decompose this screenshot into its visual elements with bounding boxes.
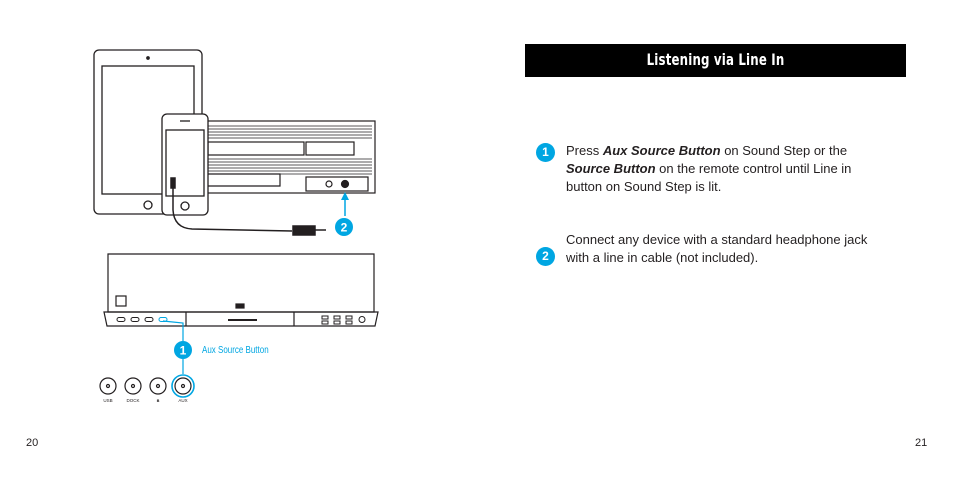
dock-label: DOCK xyxy=(126,398,140,403)
step-2-text: Connect any device with a standard headphone jack with a line in cable (not included). xyxy=(566,232,868,265)
sound-step-front-illustration xyxy=(104,254,378,326)
aux-source-button-label: Aux Source Button xyxy=(202,344,269,356)
page-number-left: 20 xyxy=(26,437,39,449)
callout-1-number: 1 xyxy=(179,343,187,358)
section-title-bar xyxy=(525,44,906,77)
step-1-text: Press Aux Source Button on Sound Step or the Source Button on the remote control until Line in button on Sound Step is lit. xyxy=(566,143,852,194)
source-button-term: Source Button xyxy=(566,161,656,176)
bluetooth-label: ʙ xyxy=(156,398,160,403)
aux-label: AUX xyxy=(178,398,188,403)
aux-source-button-term: Aux Source Button xyxy=(602,143,721,158)
callout-1 xyxy=(163,321,269,374)
step-1-number: 1 xyxy=(542,145,549,159)
usb-label: USB xyxy=(103,398,113,403)
callout-2-arrow xyxy=(335,192,353,236)
step-2-number: 2 xyxy=(542,249,549,263)
device-illustration xyxy=(0,0,480,430)
phone-illustration xyxy=(162,114,208,215)
source-buttons xyxy=(100,375,194,397)
page-number-right: 21 xyxy=(915,437,928,449)
sound-step-rear-illustration xyxy=(205,121,375,193)
dock-button xyxy=(125,378,141,394)
callout-2-number: 2 xyxy=(340,220,348,235)
bluetooth-button xyxy=(150,378,166,394)
source-button-labels xyxy=(103,398,187,403)
aux-button xyxy=(175,378,191,394)
step-2-badge xyxy=(536,247,555,266)
step-1-badge xyxy=(536,143,555,162)
usb-button xyxy=(100,378,116,394)
section-title: Listening via Line In xyxy=(646,50,785,69)
